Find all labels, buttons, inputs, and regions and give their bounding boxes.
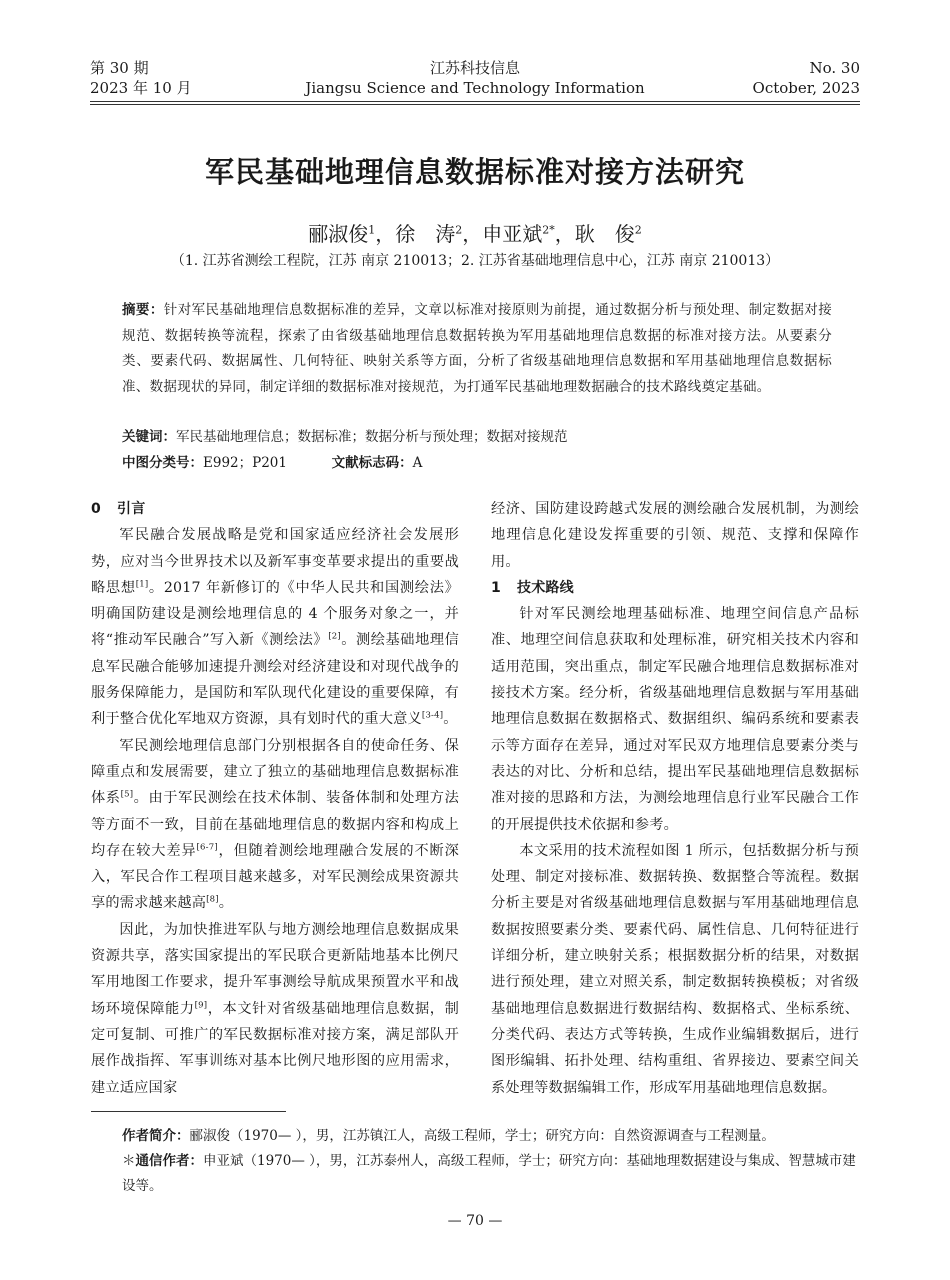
header-rule-top <box>90 101 860 102</box>
left-column <box>91 496 459 1101</box>
section-heading <box>91 496 459 522</box>
citation: [3-4] <box>421 710 444 721</box>
clc-label: 中图分类号： <box>122 455 203 471</box>
citation: [8] <box>206 894 219 905</box>
issue-date-en: October, 2023 <box>752 79 860 97</box>
page-number: — 70 — <box>447 1213 503 1229</box>
paragraph: 本文采用的技术流程如图 1 所示，包括数据分析与预处理、制定对接标准、数据转换、数据整合等流程。数据分析主要是对省级基础地理信息数据与军用基础地理信息数据按照要素分类、要素代码、属性信息、几何特征进行详细分析，建立映射关系；根据数据分析的结果，对数据进行预处理，建立对照关系，制定数据转换模板；对省级基础地理信息数据进行数据结构、数据格式、坐标系统、分类代码、表达方式等转换，生成作业编辑数据后，进行图形编辑、拓扑处理、结构重组、省界接边、要素空间关系处理等数据编辑工作，形成军用基础地理信息数据。 <box>491 842 859 1096</box>
clc-value: E992；P201 <box>203 455 287 471</box>
section-heading <box>491 575 859 601</box>
issue-number: 第 30 期 <box>90 59 149 77</box>
corresponding-label: 通信作者： <box>135 1153 203 1169</box>
paragraph: 军民融合发展战略是党和国家适应经济社会发展形势，应对当今世界技术以及新军事变革要求提出的重要战略思想[1]。2017 年新修订的《中华人民共和国测绘法》明确国防建设是测绘地理信息的 4 个服务对象之一，并将“推动军民融合”写入新《测绘法》[2]。测绘基础地理信息军民融合能够加速提升测绘对经济建设和对现代战争的服务保障能力，是国防和军队现代化建设的重要保障，有利于整合优化军地双方资源，具有划时代的重大意义[3-4]。 <box>91 527 459 728</box>
author-mark: 1 <box>368 223 376 237</box>
citation: [9] <box>194 999 208 1010</box>
classification <box>122 451 422 471</box>
header-right <box>753 58 860 98</box>
affiliation: （1. 江苏省测绘工程院，江苏 南京 210013；2. 江苏省基础地理信息中心，江苏 南京 210013） <box>170 253 780 269</box>
citation: [1] <box>135 579 149 590</box>
keywords-label: 关键词： <box>122 429 176 445</box>
author-bio-footnote <box>122 1124 862 1149</box>
section-number: 0 <box>91 501 101 517</box>
right-column <box>491 496 859 1101</box>
header-rule-bottom <box>90 104 860 105</box>
corresponding-text: 申亚斌（1970— ），男，江苏泰州人，高级工程师，学士；研究方向：基础地理数据建设与集成、智慧城市建设等。 <box>122 1153 856 1194</box>
corresponding-author-footnote <box>122 1149 862 1199</box>
doc-code-label: 文献标志码： <box>331 455 413 471</box>
citation: [6-7] <box>196 842 218 853</box>
abstract-text: 针对军民基础地理信息数据标准的差异，文章以标准对接原则为前提，通过数据分析与预处理、制定数据对接规范、数据转换等流程，探索了由省级基础地理信息数据转换为军用基础地理信息数据的标准对接方法。从要素分类、要素代码、数据属性、几何特征、映射关系等方面，分析了省级基础地理信息数据和军用基础地理信息数据标准、数据现状的异同，制定详细的数据标准对接规范，为打通军民基础地理数据融合的技术路线奠定基础。 <box>122 302 832 395</box>
author-list: 郦淑俊$^1$，徐 涛$^2$，申亚斌$^{2*}$，耿 俊$^2$ <box>308 222 642 246</box>
author-mark: 2 <box>455 223 463 237</box>
paragraph: 针对军民测绘地理基础标准、地理空间信息产品标准、地理空间信息获取和处理标准，研究相关技术内容和适用范围，突出重点，制定军民融合地理信息数据标准对接技术方案。经分析，省级基础地理信息数据与军用基础地理信息数据在数据格式、数据组织、编码系统和要素表示等方面存在差异，通过对军民双方地理信息要素分类与表达的对比、分析和总结，提出军民基础地理信息数据标准对接的思路和方法，为测绘地理信息行业军民融合工作的开展提供技术依据和参考。 <box>491 606 859 833</box>
paragraph: 军民测绘地理信息部门分别根据各自的使命任务、保障重点和发展需要，建立了独立的基础地理信息数据标准体系[5]。由于军民测绘在技术体制、装备体制和处理方法等方面不一致，目前在基础地理信息的数据内容和构成上均存在较大差异[6-7]，但随着测绘地理融合发展的不断深入，军民合作工程项目越来越多，对军民测绘成果资源共享的需求越来越高[8]。 <box>91 737 460 912</box>
author-bio-text: 郦淑俊（1970— ），男，江苏镇江人，高级工程师，学士；研究方向：自然资源调查与工程测量。 <box>189 1128 775 1144</box>
abstract-label: 摘要： <box>122 302 164 318</box>
author-name: 耿 俊 <box>574 222 635 246</box>
issue-date: 2023 年 10 月 <box>90 79 192 97</box>
section-title: 技术路线 <box>517 579 574 596</box>
journal-name-cn: 江苏科技信息 <box>429 59 520 77</box>
keywords <box>122 425 568 445</box>
paragraph: 经济、国防建设跨越式发展的测绘融合发展机制，为测绘地理信息化建设发挥重要的引领、规范、支撑和保障作用。 <box>491 501 859 570</box>
author-name: 申亚斌 <box>482 222 543 246</box>
citation: [5] <box>120 789 134 800</box>
abstract <box>122 298 832 400</box>
section-number: 1 <box>491 579 501 596</box>
journal-name-en: Jiangsu Science and Technology Information <box>305 79 645 97</box>
author-mark: 2 <box>634 223 642 237</box>
keywords-text: 军民基础地理信息；数据标准；数据分析与预处理；数据对接规范 <box>176 429 568 445</box>
paragraph: 因此，为加快推进军队与地方测绘地理信息数据成果资源共享，落实国家提出的军民联合更新陆地基本比例尺军用地图工作要求，提升军事测绘导航成果预置水平和战场环境保障能力[9]，本文针对省级基础地理信息数据，制定可复制、可推广的军民数据标准对接方案，满足部队开展作战指挥、军事训练对基本比例尺地形图的应用需求，建立适应国家 <box>91 921 460 1096</box>
issue-number-en: No. 30 <box>809 59 860 77</box>
paper-title: 军民基础地理信息数据标准对接方法研究 <box>204 155 745 189</box>
author-name: 徐 涛 <box>395 222 456 246</box>
doc-code-value: A <box>412 455 423 471</box>
corresponding-star: ＊ <box>122 1153 136 1169</box>
author-mark: 2* <box>542 223 555 237</box>
section-title: 引言 <box>117 501 146 517</box>
author-bio-label: 作者简介： <box>122 1128 190 1144</box>
author-name: 郦淑俊 <box>308 222 369 246</box>
footnote-rule <box>91 1111 286 1112</box>
citation: [2] <box>328 631 341 642</box>
